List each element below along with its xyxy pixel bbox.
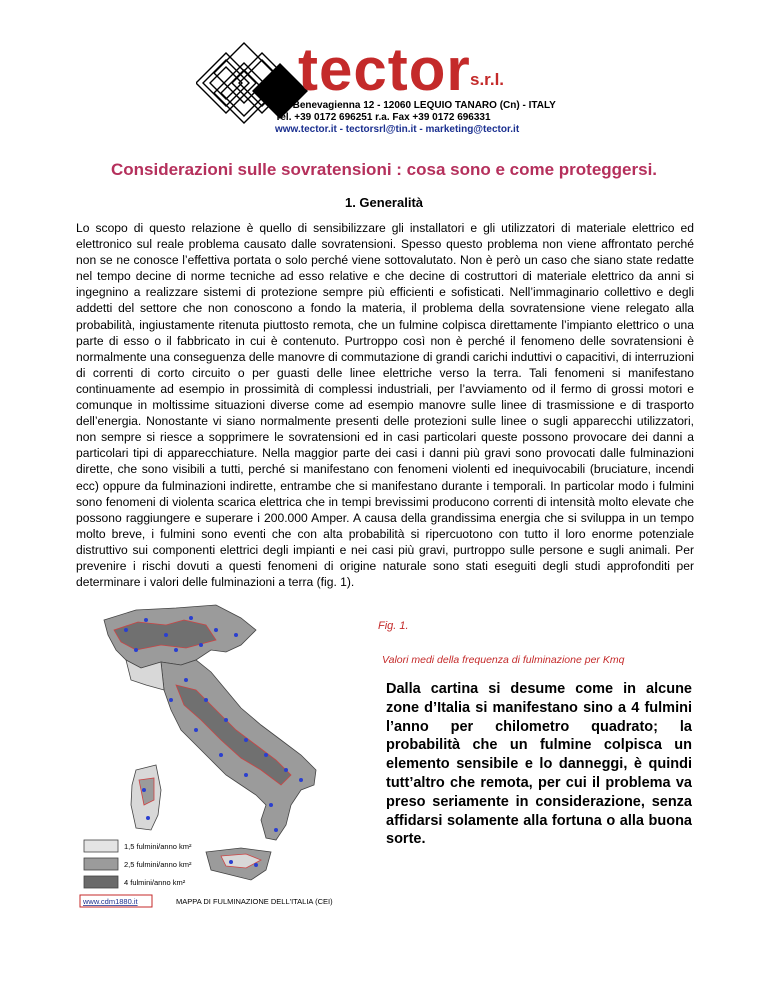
figure-label: Fig. 1.: [378, 620, 409, 632]
italy-lightning-map: [66, 590, 366, 935]
brand-name: tector: [298, 36, 471, 103]
source-link[interactable]: www.cdm1880.it: [83, 897, 138, 906]
web-email-line[interactable]: www.tector.it - tectorsrl@tin.it - marketing@tector.it: [275, 124, 520, 135]
body-paragraph: Lo scopo di questo relazione è quello di sensibilizzare gli installatori e gli utilizzatori di materiale elettrico ed elettronico sul reale problema causato dalle sovratensioni. Spesso questo problema non viene affrontato perché non se ne conosce l’effettiva portata o solo perché viene sottovalutato. Non è però un caso che siano state redatte nel tempo decine di norme tecniche ad esso relative e che decine di costruttori di materiale elettrico da anni si ingegnino a realizzare sistemi di protezione sempre più efficienti e sofisticati. Nell’immaginario collettivo e degli addetti del settore che non conoscono a fondo la materia, il problema della sovratensione viene relegato alla probabilità, ingiustamente ritenuta piuttosto remota, che un fulmine colpisca direttamente l’impianto elettrico o una parte di esso o il fabbricato in cui è contenuto. Purtroppo così non è perché il fenomeno delle sovratensioni è normalmente una conseguenza delle manovre di commutazione di grandi carichi induttivi o capacitivi, di interruzioni di correnti di corto circuito o per guasti delle linee elettriche verso la terra. Tali fenomeni si manifestano continuamente ad esempio in prossimità di complessi industriali, per l’avviamento od il fermo di grossi motori e comunque in moltissime situazioni diverse come ad esempio manovre sulle linee di trasmissione e di trasporto dell’energia. Nonostante vi siano normalmente presenti delle protezioni sulle linee o sugli apparecchi utilizzatori, non sempre si riesce a sopprimere le sovratensioni ed in casi particolari queste possono provocare dei danni a particolari tipi di apparecchiature. Nella maggior parte dei casi i danni più gravi sono provocati dalle fulminazioni dirette, che sono visibili a tutti, perché si manifestano con fenomeni violenti ed inequivocabili (bruciature, incendi ecc) oppure da fulminazioni indirette, entrambe che si manifestano durante i temporali. In particolar modo i fulmini sono fenomeni di violenta scarica elettrica che in tempi brevissimi producono correnti di intensità molto elevate che possono raggiungere e superare i 200.000 Amper. A causa della grandissima energia che si sviluppa in un tempo molto breve, i fulmini sono eventi che con alta probabilità si ripercuotono con tutto il loro enorme potenziale distruttivo sui componenti elettrici degli impianti e nei casi più gravi, purtroppo sulle persone e sugli animali. Per prevenire i rischi dovuti a questi fenomeni di origine naturale sono stati eseguiti degli studi approfonditi per determinare i valori delle fulminazioni a terra (fig. 1).: [76, 221, 694, 590]
address-line: Via Benevagienna 12 - 12060 LEQUIO TANARO (Cn) - ITALY: [275, 100, 556, 111]
map-title: MAPPA DI FULMINAZIONE DELL'ITALIA (CEI): [176, 897, 333, 906]
section-heading: 1. Generalità: [344, 195, 424, 210]
contact-line: Tel. +39 0172 696251 r.a. Fax +39 0172 696331: [275, 112, 491, 123]
bold-paragraph: Dalla cartina si desume come in alcune zone d’Italia si manifestano sino a 4 fulmini l’anno per chilometro quadrato; la probabilità che un fulmine colpisca un elemento sensibile e lo danneggi, è quindi tutt’altro che remota, per cui il problema va preso seriamente in considerazione, senza affidarsi solamente alla fortuna o alla buona sorte.: [386, 681, 692, 848]
legend-item: 1,5 fulmini/anno km²: [124, 842, 192, 851]
company-address: [275, 100, 556, 136]
figure-caption: Valori medi della frequenza di fulminazione per Kmq: [382, 654, 625, 666]
brand-suffix: s.r.l.: [470, 70, 505, 89]
document-title: Considerazioni sulle sovratensioni : cosa sono e come proteggersi.: [110, 160, 658, 179]
legend-item: 2,5 fulmini/anno km²: [124, 860, 192, 869]
legend-item: 4 fulmini/anno km²: [124, 878, 186, 887]
